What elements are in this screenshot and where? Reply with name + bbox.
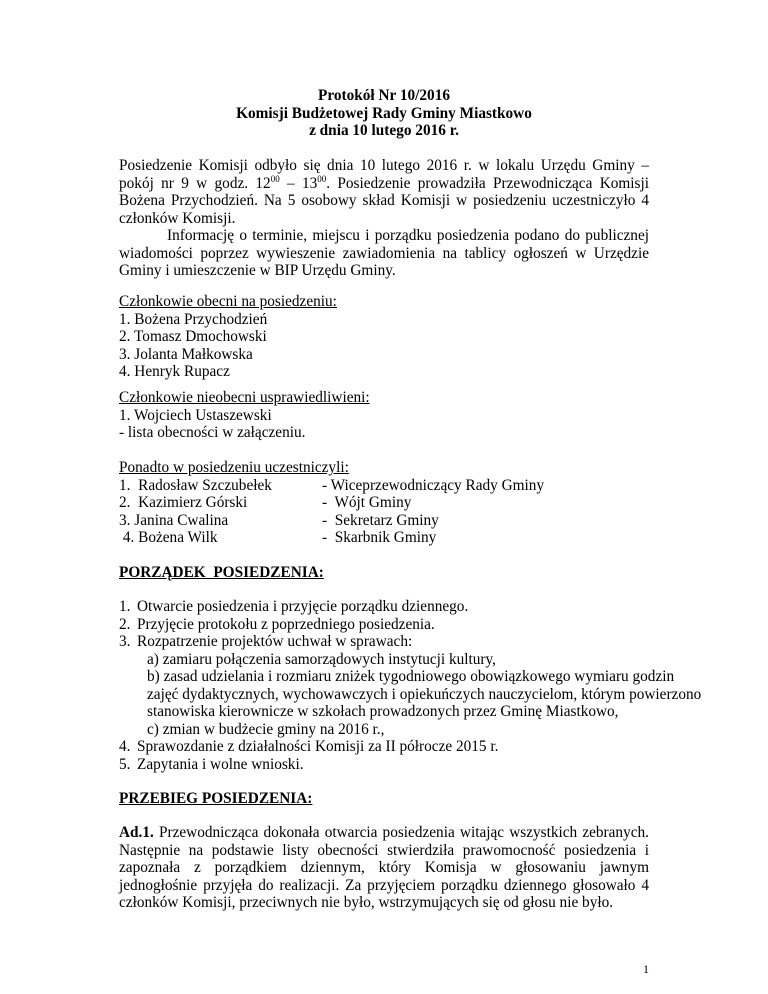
guest-role: - Wójt Gminy bbox=[322, 494, 412, 511]
intro-paragraph-2: Informację o terminie, miejscu i porządku posiedzenia podano do publicznej wiadomości poprzez wywieszenie zawiadomienia na tablicy ogłoszeń w Urzędzie Gminy i umieszczenie w BIP Urzędu Gminy. bbox=[119, 227, 649, 279]
absent-item: 1. Wojciech Ustaszewski bbox=[119, 406, 272, 424]
document-title bbox=[0, 87, 768, 140]
guest-role: - Sekretarz Gminy bbox=[322, 511, 439, 529]
ad1-text: Przewodnicząca dokonała otwarcia posiedzenia witając wszystkich zebranych. Następnie na podstawie listy obecności stwierdziła prawomocność posiedzenia i zapoznała z porządkiem dziennym, który Komisja w głosowaniu jawnym jednogłośnie przyjęła do realizacji. Za przyjęciem porządku dziennego głosowało 4 członków Komisji, przeciwnych nie było, wstrzymujących się od głosu nie było. bbox=[119, 824, 649, 911]
present-members bbox=[119, 293, 649, 381]
agenda-item: 3. Rozpatrzenie projektów uchwał w sprawach: bbox=[119, 633, 413, 650]
title-line-3: z dnia 10 lutego 2016 r. bbox=[309, 122, 459, 139]
guest-name: 2. Kazimierz Górski bbox=[119, 494, 248, 511]
present-item: 4. Henryk Rupacz bbox=[119, 363, 230, 380]
agenda-heading: PORZĄDEK POSIEDZENIA: bbox=[119, 564, 324, 581]
agenda-item: 2. Przyjęcie protokołu z poprzedniego posiedzenia. bbox=[119, 615, 435, 633]
present-item: 1. Bożena Przychodzień bbox=[119, 310, 268, 328]
intro-line-1: Posiedzenie Komisji odbyło się dnia 10 lutego 2016 r. w lokalu Urzędu Gminy – bbox=[119, 157, 649, 174]
guest-row bbox=[119, 494, 649, 512]
absent-members bbox=[119, 389, 649, 442]
ad1-label: Ad.1. bbox=[119, 824, 154, 841]
guest-row bbox=[119, 529, 649, 547]
agenda-subitem: zajęć dydaktycznych, wychowawczych i opiekuńczych nauczycielom, którym powierzono bbox=[147, 685, 702, 703]
page-number: 1 bbox=[643, 962, 649, 976]
absent-note: - lista obecności w załączeniu. bbox=[119, 424, 306, 441]
proceedings-ad1 bbox=[119, 824, 649, 912]
guest-role: - Skarbnik Gminy bbox=[322, 529, 437, 546]
guests-heading: Ponadto w posiedzeniu uczestniczyli: bbox=[119, 459, 349, 476]
guest-name: 1. Radosław Szczubełek bbox=[119, 476, 272, 494]
guests bbox=[119, 459, 649, 547]
agenda-subitem: c) zmian w budżecie gminy na 2016 r., bbox=[147, 720, 385, 738]
guest-name: 4. Bożena Wilk bbox=[119, 529, 218, 546]
guest-row bbox=[119, 477, 649, 495]
proceedings-heading: PRZEBIEG POSIEDZENIA: bbox=[119, 790, 313, 807]
agenda-subitem: a) zamiaru połączenia samorządowych instytucji kultury, bbox=[147, 650, 497, 668]
intro-paragraph bbox=[119, 157, 649, 280]
present-item: 2. Tomasz Dmochowski bbox=[119, 328, 267, 345]
agenda-item: 4. Sprawozdanie z działalności Komisji za II półrocze 2015 r. bbox=[119, 738, 499, 755]
proceedings-heading-wrap bbox=[119, 790, 649, 808]
intro-line-3: Bożena Przychodzień. Na 5 osobowy skład Komisji w posiedzeniu uczestniczyło 4 członków Komisji. bbox=[119, 192, 649, 227]
agenda-subitem: b) zasad udzielania i rozmiaru zniżek tygodniowego obowiązkowego wymiaru godzin bbox=[147, 668, 675, 685]
agenda-subitem: stanowiska kierownicze w szkołach prowadzonych przez Gminę Miastkowo, bbox=[147, 703, 619, 720]
agenda-item: 5. Zapytania i wolne wnioski. bbox=[119, 755, 304, 773]
intro-line-2: pokój nr 9 w godz. $12^{00} - 13^{00}$. Posiedzenie prowadziła Przewodnicząca Komisji bbox=[119, 173, 649, 192]
agenda-list bbox=[119, 598, 702, 773]
guest-name: 3. Janina Cwalina bbox=[119, 511, 229, 529]
absent-heading: Członkowie nieobecni usprawiedliwieni: bbox=[119, 389, 370, 406]
present-heading: Członkowie obecni na posiedzeniu: bbox=[119, 293, 337, 310]
present-item: 3. Jolanta Małkowska bbox=[119, 345, 253, 363]
guest-role: - Wiceprzewodniczący Rady Gminy bbox=[322, 476, 545, 494]
title-line-1: Protokół Nr 10/2016 bbox=[317, 87, 450, 104]
agenda-item: 1. Otwarcie posiedzenia i przyjęcie porządku dziennego. bbox=[119, 598, 469, 615]
agenda-heading-wrap bbox=[119, 564, 649, 582]
title-line-2: Komisji Budżetowej Rady Gminy Miastkowo bbox=[236, 104, 532, 122]
guest-row bbox=[119, 512, 649, 530]
